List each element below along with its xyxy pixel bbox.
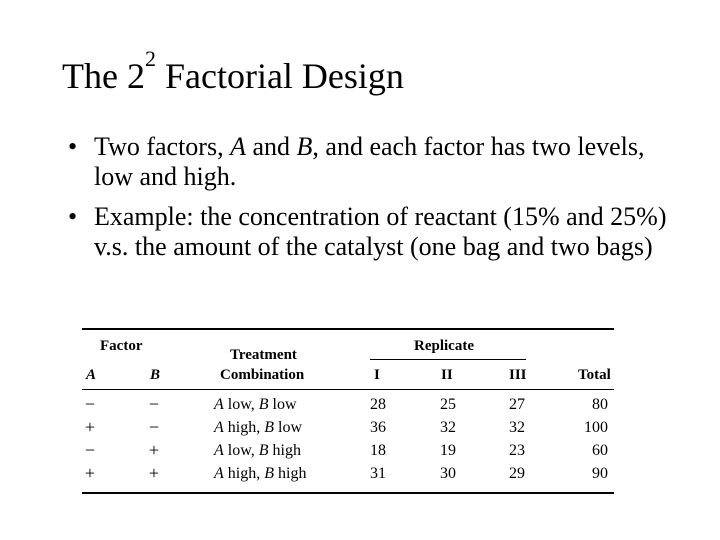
cell-rep-1: 36 <box>370 419 386 436</box>
cell-b: − <box>148 417 160 437</box>
combo-factor-a: A <box>214 442 224 459</box>
cell-rep-2: 30 <box>440 465 456 482</box>
combo-level: low <box>274 419 303 436</box>
cell-a: − <box>84 394 96 414</box>
cell-rep-3: 23 <box>509 442 525 459</box>
header-rep-2: II <box>441 367 453 383</box>
cell-a: + <box>84 463 96 483</box>
title-prefix: The 2 <box>62 56 145 96</box>
cell-total: 80 <box>592 396 608 413</box>
cell-rep-2: 19 <box>440 442 456 459</box>
data-table <box>82 328 616 496</box>
bullet-list <box>60 132 680 272</box>
cell-total: 60 <box>592 442 608 459</box>
title-suffix: Factorial Design <box>155 56 404 96</box>
cell-rep-3: 29 <box>509 465 525 482</box>
cell-combination <box>214 396 297 414</box>
cell-b: − <box>148 394 160 414</box>
combo-factor-b: B <box>264 419 275 436</box>
bullet-marker: • <box>68 202 78 231</box>
combo-factor-a: A <box>214 396 224 413</box>
slide-title <box>62 46 404 100</box>
cell-b: + <box>148 463 160 483</box>
bullet-item-factors <box>60 132 680 192</box>
header-rep-1: I <box>374 367 380 383</box>
combo-level: low <box>268 396 297 413</box>
bullet-factor-b: B <box>296 132 313 161</box>
table-bottom-rule <box>82 492 614 494</box>
cell-combination <box>214 465 306 483</box>
header-b: B <box>150 367 161 383</box>
combo-factor-b: B <box>264 465 275 482</box>
cell-rep-1: 31 <box>370 465 386 482</box>
bullet-factor-a: A <box>230 132 246 161</box>
bullet-text: and <box>245 132 297 161</box>
cell-combination <box>214 442 301 460</box>
header-total: Total <box>578 367 611 383</box>
cell-rep-3: 32 <box>509 419 525 436</box>
cell-rep-1: 18 <box>370 442 386 459</box>
combo-factor-b: B <box>258 396 269 413</box>
header-factor: Factor <box>100 338 143 354</box>
bullet-text: Two factors, <box>94 132 231 161</box>
combo-level: high <box>268 442 301 459</box>
header-rep-3: III <box>509 367 527 383</box>
combo-level: high <box>274 465 307 482</box>
header-a: A <box>86 367 97 383</box>
header-rule <box>82 389 614 390</box>
cell-rep-3: 27 <box>509 396 525 413</box>
cell-combination <box>214 419 302 437</box>
table-top-rule <box>82 328 614 330</box>
cell-total: 90 <box>592 465 608 482</box>
combo-level: high, <box>223 419 265 436</box>
cell-rep-2: 25 <box>440 396 456 413</box>
combo-factor-b: B <box>258 442 269 459</box>
replicate-underline <box>370 359 526 360</box>
title-superscript: 2 <box>144 46 156 71</box>
header-treatment: Treatment <box>230 347 297 363</box>
combo-factor-a: A <box>214 465 224 482</box>
cell-b: + <box>148 440 160 460</box>
combo-level: high, <box>223 465 265 482</box>
cell-rep-2: 32 <box>440 419 456 436</box>
header-combination: Combination <box>220 367 305 383</box>
cell-total: 100 <box>584 419 608 436</box>
combo-level: low, <box>223 396 259 413</box>
bullet-marker: • <box>68 132 78 161</box>
bullet-text: Example: the concentration of reactant (15% and 25%) v.s. the amount of the catalyst (one bag and two bags) <box>94 202 667 261</box>
combo-level: low, <box>223 442 259 459</box>
bullet-text: , and each factor has two levels, low and high. <box>94 132 645 191</box>
cell-a: − <box>84 440 96 460</box>
header-replicate: Replicate <box>414 338 474 354</box>
bullet-item-example <box>60 202 680 262</box>
cell-rep-1: 28 <box>370 396 386 413</box>
combo-factor-a: A <box>214 419 224 436</box>
cell-a: + <box>84 417 96 437</box>
